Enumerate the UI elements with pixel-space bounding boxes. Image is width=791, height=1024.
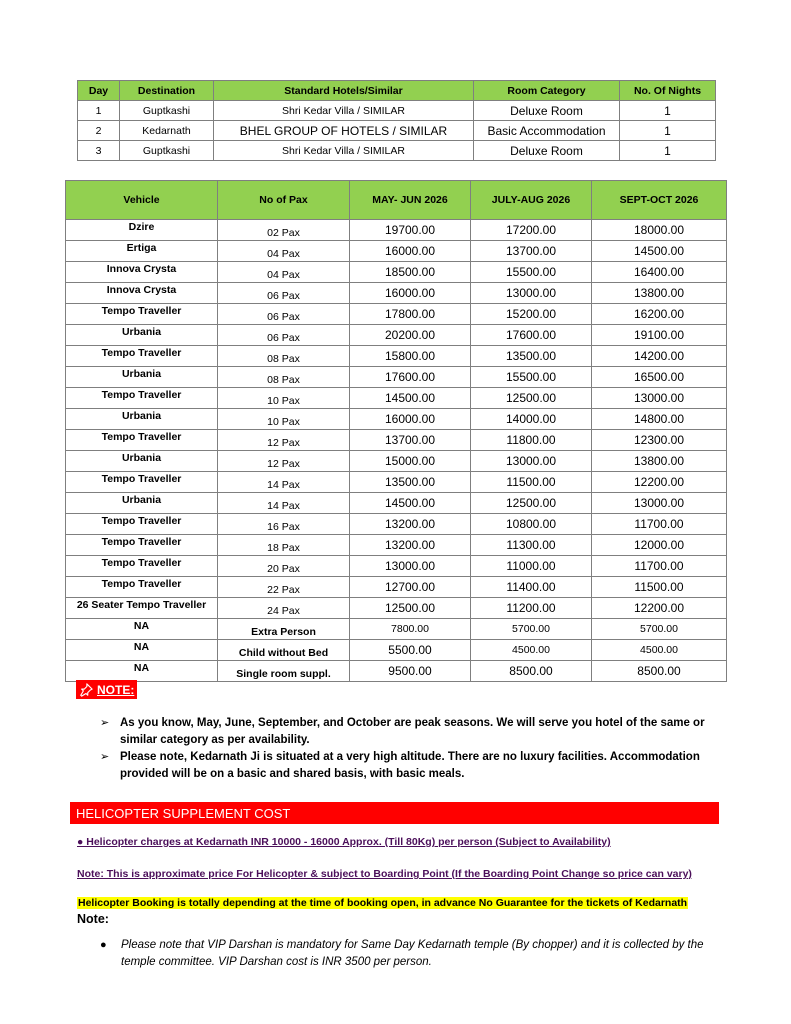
- vehicle-cell: 26 Seater Tempo Traveller: [66, 598, 218, 619]
- vehicle-cell: Urbania: [66, 451, 218, 472]
- sep-oct-price-cell: 11700.00: [592, 556, 727, 577]
- header-pax: No of Pax: [218, 181, 350, 220]
- vehicle-rate-row: [66, 262, 727, 283]
- destination-cell: Guptkashi: [120, 101, 214, 121]
- pax-cell: 06 Pax: [218, 283, 350, 304]
- vehicle-rate-row: [66, 514, 727, 535]
- pax-cell: 06 Pax: [218, 304, 350, 325]
- may-jun-price-cell: 16000.00: [350, 283, 471, 304]
- jul-aug-price-cell: 4500.00: [471, 640, 592, 661]
- vehicle-cell: Tempo Traveller: [66, 472, 218, 493]
- pax-cell: 22 Pax: [218, 577, 350, 598]
- sep-oct-price-cell: 16400.00: [592, 262, 727, 283]
- day-cell: 2: [78, 121, 120, 141]
- pax-cell: 14 Pax: [218, 493, 350, 514]
- header-may-jun: MAY- JUN 2026: [350, 181, 471, 220]
- jul-aug-price-cell: 8500.00: [471, 661, 592, 682]
- pax-cell: 14 Pax: [218, 472, 350, 493]
- jul-aug-price-cell: 11400.00: [471, 577, 592, 598]
- sep-oct-price-cell: 19100.00: [592, 325, 727, 346]
- vehicle-rate-row: [66, 493, 727, 514]
- vehicle-rate-row: [66, 283, 727, 304]
- pax-cell: 10 Pax: [218, 388, 350, 409]
- jul-aug-price-cell: 12500.00: [471, 388, 592, 409]
- sep-oct-price-cell: 14200.00: [592, 346, 727, 367]
- header-room-category: Room Category: [474, 81, 620, 101]
- vehicle-cell: NA: [66, 661, 218, 682]
- header-nights: No. Of Nights: [620, 81, 716, 101]
- header-vehicle: Vehicle: [66, 181, 218, 220]
- vehicle-rate-row: [66, 304, 727, 325]
- may-jun-price-cell: 15000.00: [350, 451, 471, 472]
- vehicle-rate-row: [66, 430, 727, 451]
- pax-cell: 08 Pax: [218, 346, 350, 367]
- extra-charge-row: [66, 661, 727, 682]
- may-jun-price-cell: 16000.00: [350, 409, 471, 430]
- vehicle-rate-row: [66, 451, 727, 472]
- arrow-bullet-icon: ➢: [100, 751, 110, 763]
- jul-aug-price-cell: 13500.00: [471, 346, 592, 367]
- vehicle-cell: Innova Crysta: [66, 283, 218, 304]
- jul-aug-price-cell: 11200.00: [471, 598, 592, 619]
- vehicle-cell: Tempo Traveller: [66, 430, 218, 451]
- pax-cell: 10 Pax: [218, 409, 350, 430]
- vehicle-rate-row: [66, 598, 727, 619]
- jul-aug-price-cell: 11300.00: [471, 535, 592, 556]
- sep-oct-price-cell: 13800.00: [592, 283, 727, 304]
- sep-oct-price-cell: 14800.00: [592, 409, 727, 430]
- vehicle-rate-row: [66, 220, 727, 241]
- vehicle-cell: Urbania: [66, 493, 218, 514]
- sep-oct-price-cell: 16200.00: [592, 304, 727, 325]
- jul-aug-price-cell: 17600.00: [471, 325, 592, 346]
- room-cell: Deluxe Room: [474, 101, 620, 121]
- itinerary-header-row: [78, 81, 716, 101]
- sep-oct-price-cell: 12200.00: [592, 472, 727, 493]
- header-hotel: Standard Hotels/Similar: [214, 81, 474, 101]
- vehicle-rate-row: [66, 535, 727, 556]
- may-jun-price-cell: 13200.00: [350, 514, 471, 535]
- sep-oct-price-cell: 8500.00: [592, 661, 727, 682]
- note-label: NOTE:: [97, 682, 135, 697]
- vehicle-cell: Tempo Traveller: [66, 388, 218, 409]
- may-jun-price-cell: 20200.00: [350, 325, 471, 346]
- header-day: Day: [78, 81, 120, 101]
- pax-cell: Extra Person: [218, 619, 350, 640]
- pax-cell: 24 Pax: [218, 598, 350, 619]
- itinerary-row: [78, 101, 716, 121]
- jul-aug-price-cell: 11000.00: [471, 556, 592, 577]
- destination-cell: Kedarnath: [120, 121, 214, 141]
- vehicle-rate-row: [66, 472, 727, 493]
- jul-aug-price-cell: 10800.00: [471, 514, 592, 535]
- pax-cell: 08 Pax: [218, 367, 350, 388]
- note-text: Please note, Kedarnath Ji is situated at a very high altitude. There are no luxury facilities. Accommodation provided will be on a basic and shared basis, with basic meals.: [120, 751, 700, 780]
- may-jun-price-cell: 19700.00: [350, 220, 471, 241]
- rates-header-row: [66, 181, 727, 220]
- sep-oct-price-cell: 13000.00: [592, 493, 727, 514]
- may-jun-price-cell: 13500.00: [350, 472, 471, 493]
- jul-aug-price-cell: 14000.00: [471, 409, 592, 430]
- vehicle-rate-row: [66, 346, 727, 367]
- arrow-bullet-icon: ➢: [100, 717, 110, 729]
- header-jul-aug: JULY-AUG 2026: [471, 181, 592, 220]
- pax-cell: 04 Pax: [218, 262, 350, 283]
- jul-aug-price-cell: 15500.00: [471, 367, 592, 388]
- header-destination: Destination: [120, 81, 214, 101]
- extra-charge-row: [66, 640, 727, 661]
- extra-charge-row: [66, 619, 727, 640]
- vip-note-label: Note:: [77, 912, 109, 926]
- vehicle-rate-row: [66, 325, 727, 346]
- vip-bullets: [100, 937, 725, 971]
- pax-cell: Child without Bed: [218, 640, 350, 661]
- may-jun-price-cell: 16000.00: [350, 241, 471, 262]
- note-bullet: [100, 749, 720, 783]
- vehicle-cell: Urbania: [66, 325, 218, 346]
- header-sep-oct: SEPT-OCT 2026: [592, 181, 727, 220]
- itinerary-row: [78, 121, 716, 141]
- nights-cell: 1: [620, 121, 716, 141]
- jul-aug-price-cell: 13000.00: [471, 451, 592, 472]
- note-text: As you know, May, June, September, and October are peak seasons. We will serve you hotel of the same or similar category as per availability.: [120, 717, 705, 746]
- sep-oct-price-cell: 5700.00: [592, 619, 727, 640]
- may-jun-price-cell: 13000.00: [350, 556, 471, 577]
- bullet-dot-icon: ●: [100, 939, 107, 951]
- vehicle-cell: Tempo Traveller: [66, 514, 218, 535]
- vehicle-rate-row: [66, 241, 727, 262]
- jul-aug-price-cell: 13700.00: [471, 241, 592, 262]
- day-cell: 1: [78, 101, 120, 121]
- helicopter-booking-warning: Helicopter Booking is totally depending at the time of booking open, in advance No Guarantee for the tickets of Kedarnath: [78, 897, 688, 909]
- helicopter-section-title: HELICOPTER SUPPLEMENT COST: [70, 802, 719, 824]
- room-cell: Basic Accommodation: [474, 121, 620, 141]
- may-jun-price-cell: 17600.00: [350, 367, 471, 388]
- jul-aug-price-cell: 5700.00: [471, 619, 592, 640]
- jul-aug-price-cell: 17200.00: [471, 220, 592, 241]
- sep-oct-price-cell: 12300.00: [592, 430, 727, 451]
- hotel-cell: BHEL GROUP OF HOTELS / SIMILAR: [214, 121, 474, 141]
- vehicle-cell: Ertiga: [66, 241, 218, 262]
- may-jun-price-cell: 15800.00: [350, 346, 471, 367]
- jul-aug-price-cell: 12500.00: [471, 493, 592, 514]
- may-jun-price-cell: 13200.00: [350, 535, 471, 556]
- helicopter-approx-note: Note: This is approximate price For Helicopter & subject to Boarding Point (If the Boarding Point Change so price can vary): [77, 868, 692, 880]
- may-jun-price-cell: 7800.00: [350, 619, 471, 640]
- sep-oct-price-cell: 18000.00: [592, 220, 727, 241]
- may-jun-price-cell: 12700.00: [350, 577, 471, 598]
- vehicle-rate-row: [66, 367, 727, 388]
- hotel-cell: Shri Kedar Villa / SIMILAR: [214, 141, 474, 161]
- vehicle-cell: Tempo Traveller: [66, 304, 218, 325]
- hotel-cell: Shri Kedar Villa / SIMILAR: [214, 101, 474, 121]
- may-jun-price-cell: 12500.00: [350, 598, 471, 619]
- may-jun-price-cell: 14500.00: [350, 493, 471, 514]
- note-bullets: [100, 715, 720, 783]
- vehicle-rate-row: [66, 577, 727, 598]
- day-cell: 3: [78, 141, 120, 161]
- helicopter-charges: ● Helicopter charges at Kedarnath INR 10000 - 16000 Approx. (Till 80Kg) per person (Subject to Availability): [77, 836, 611, 848]
- vehicle-rates-table: [65, 180, 727, 682]
- destination-cell: Guptkashi: [120, 141, 214, 161]
- sep-oct-price-cell: 4500.00: [592, 640, 727, 661]
- vehicle-cell: NA: [66, 619, 218, 640]
- may-jun-price-cell: 14500.00: [350, 388, 471, 409]
- vehicle-rate-row: [66, 556, 727, 577]
- vehicle-cell: Tempo Traveller: [66, 535, 218, 556]
- pax-cell: 12 Pax: [218, 430, 350, 451]
- vehicle-cell: Dzire: [66, 220, 218, 241]
- note-bullet: [100, 715, 720, 749]
- may-jun-price-cell: 9500.00: [350, 661, 471, 682]
- pax-cell: Single room suppl.: [218, 661, 350, 682]
- may-jun-price-cell: 13700.00: [350, 430, 471, 451]
- sep-oct-price-cell: 16500.00: [592, 367, 727, 388]
- pax-cell: 04 Pax: [218, 241, 350, 262]
- pax-cell: 12 Pax: [218, 451, 350, 472]
- pax-cell: 18 Pax: [218, 535, 350, 556]
- sep-oct-price-cell: 12200.00: [592, 598, 727, 619]
- jul-aug-price-cell: 11800.00: [471, 430, 592, 451]
- pax-cell: 06 Pax: [218, 325, 350, 346]
- jul-aug-price-cell: 13000.00: [471, 283, 592, 304]
- may-jun-price-cell: 17800.00: [350, 304, 471, 325]
- pax-cell: 02 Pax: [218, 220, 350, 241]
- sep-oct-price-cell: 13000.00: [592, 388, 727, 409]
- pax-cell: 20 Pax: [218, 556, 350, 577]
- vehicle-cell: Urbania: [66, 409, 218, 430]
- vehicle-cell: Tempo Traveller: [66, 556, 218, 577]
- vip-bullet: [100, 937, 725, 971]
- jul-aug-price-cell: 15200.00: [471, 304, 592, 325]
- vehicle-rate-row: [66, 409, 727, 430]
- itinerary-row: [78, 141, 716, 161]
- room-cell: Deluxe Room: [474, 141, 620, 161]
- sep-oct-price-cell: 11500.00: [592, 577, 727, 598]
- vehicle-cell: Tempo Traveller: [66, 577, 218, 598]
- jul-aug-price-cell: 11500.00: [471, 472, 592, 493]
- vehicle-cell: Tempo Traveller: [66, 346, 218, 367]
- vehicle-rate-row: [66, 388, 727, 409]
- nights-cell: 1: [620, 141, 716, 161]
- vehicle-cell: Urbania: [66, 367, 218, 388]
- sep-oct-price-cell: 13800.00: [592, 451, 727, 472]
- itinerary-table: [77, 80, 716, 161]
- vehicle-cell: NA: [66, 640, 218, 661]
- pax-cell: 16 Pax: [218, 514, 350, 535]
- nights-cell: 1: [620, 101, 716, 121]
- jul-aug-price-cell: 15500.00: [471, 262, 592, 283]
- vip-text: Please note that VIP Darshan is mandatory for Same Day Kedarnath temple (By chopper) and it is collected by the temple committee. VIP Darshan cost is INR 3500 per person.: [121, 939, 704, 968]
- pushpin-icon: [79, 683, 93, 697]
- may-jun-price-cell: 18500.00: [350, 262, 471, 283]
- sep-oct-price-cell: 12000.00: [592, 535, 727, 556]
- may-jun-price-cell: 5500.00: [350, 640, 471, 661]
- sep-oct-price-cell: 14500.00: [592, 241, 727, 262]
- note-badge: [76, 680, 137, 699]
- sep-oct-price-cell: 11700.00: [592, 514, 727, 535]
- vehicle-cell: Innova Crysta: [66, 262, 218, 283]
